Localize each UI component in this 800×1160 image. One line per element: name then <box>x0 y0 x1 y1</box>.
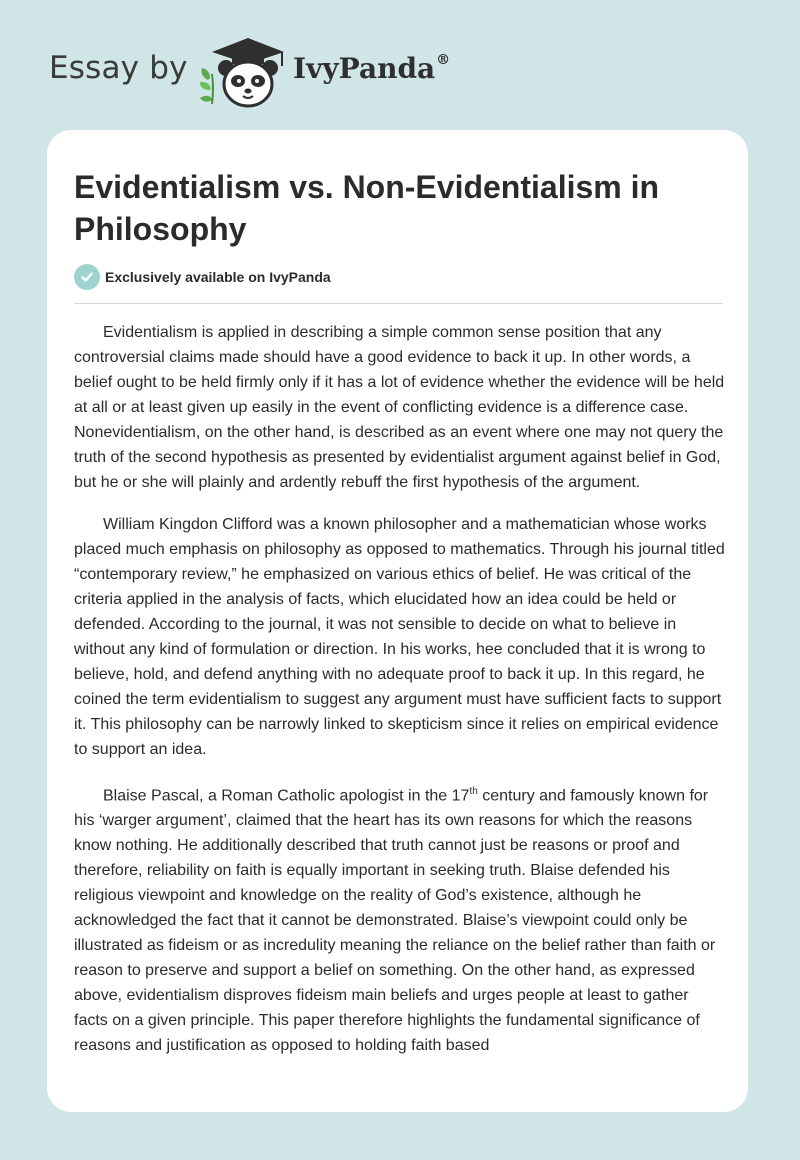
essay-by-label: Essay by <box>49 50 188 86</box>
paragraph-3-superscript: th <box>469 786 478 797</box>
essay-card <box>47 130 748 1112</box>
site-header <box>0 0 800 120</box>
panda-graduate-icon[interactable] <box>198 34 286 110</box>
essay-body <box>74 320 726 1075</box>
brand-name[interactable] <box>293 52 450 85</box>
divider <box>74 303 723 304</box>
paragraph-3 <box>74 779 726 1058</box>
page-title: Evidentialism vs. Non-Evidentialism in Philosophy <box>74 169 660 247</box>
registered-mark: ® <box>436 51 451 68</box>
brand-text: IvyPanda <box>293 52 436 85</box>
paragraph-3-text-a: Blaise Pascal, a Roman Catholic apologist in the 17 <box>103 787 470 805</box>
paragraph-1: Evidentialism is applied in describing a simple common sense position that any controversial claims made should have a good evidence to back it up. In other words, a belief ought to be held firmly only if it has a lot of evidence whether the evidence will be held at all or at least given up easily in the event of conflicting evidence is a difference case. Nonevidentialism, on the other hand, is described as an event where one may not query the truth of the second hypothesis as presented by evidentialist argument against belief in God, but he or she will plainly and ardently rebuff the first hypothesis of the argument. <box>74 324 725 491</box>
paragraph-2: William Kingdon Clifford was a known philosopher and a mathematician whose works placed much emphasis on philosophy as opposed to mathematics. Through his journal titled “contemporary review,” he emphasized on various ethics of belief. He was critical of the criteria applied in the analysis of facts, which elucidated how an idea could be held or defended. According to the journal, it was not sensible to decide on what to believe in without any kind of formulation or direction. In his works, hee concluded that it is wrong to believe, hold, and defend anything with no adequate proof to back it up. In this regard, he coined the term evidentialism to suggest any argument must have sufficient facts to support it. This philosophy can be narrowly linked to skepticism since it relies on empirical evidence to support an idea. <box>74 516 725 758</box>
exclusive-badge <box>74 264 331 290</box>
check-circle-icon <box>74 264 100 290</box>
badge-text: Exclusively available on IvyPanda <box>105 269 331 285</box>
paragraph-3-text-b: century and famously known for his ‘warger argument’, claimed that the heart has its own reasons for which the reasons know nothing. He additionally described that truth cannot just be reasons or proof and therefore, reliability on faith is equally important in seeking truth. Blaise defended his religious viewpoint and knowledge on the reality of God’s existence, although he acknowledged the fact that it cannot be demonstrated. Blaise’s viewpoint could only be illustrated as fideism or as incredulity meaning the reliance on the belief rather than faith or reason to preserve and support a belief on something. On the other hand, as expressed above, evidentialism disproves fideism main beliefs and urges people at least to gather facts on a given principle. This paper therefore highlights the fundamental significance of reasons and justification as opposed to holding faith based <box>74 787 716 1055</box>
